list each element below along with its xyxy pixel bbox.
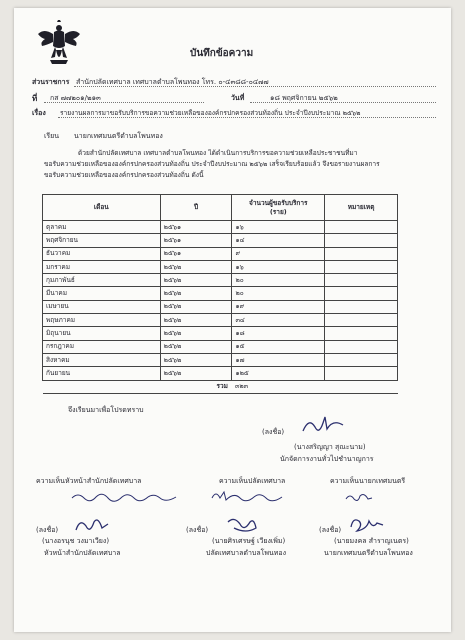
table-row: [43, 327, 398, 340]
cell-year: ๒๕๖๒: [160, 274, 232, 287]
cell-month: กุมภาพันธ์: [43, 274, 161, 287]
ref-label: ที่: [32, 94, 38, 103]
table-row: [43, 300, 398, 313]
cell-note: [325, 340, 398, 353]
cell-month: มกราคม: [43, 260, 161, 273]
opinion-2-position: ปลัดเทศบาลตำบลโพนทอง: [206, 549, 286, 557]
total-label: รวม: [43, 380, 232, 393]
cell-note: [325, 234, 398, 247]
subject-value: รายงานผลการมาขอรับบริการขอความช่วยเหลือขององค์กรปกครองส่วนท้องถิ่น ประจำปีงบประมาณ ๒๕๖๒: [60, 109, 361, 117]
cell-year: ๒๕๖๒: [160, 260, 232, 273]
table-row: [43, 221, 398, 234]
cell-year: ๒๕๖๑: [160, 234, 232, 247]
header-count-line2: (ราย): [269, 207, 287, 216]
cell-note: [325, 367, 398, 380]
cell-month: กรกฎาคม: [43, 340, 161, 353]
cell-note: [325, 260, 398, 273]
opinion-2-handwriting: [210, 488, 286, 508]
garuda-emblem-icon: [36, 20, 82, 70]
cell-year: ๒๕๖๒: [160, 367, 232, 380]
signer-name: (นางสริญญา สุณะนาม): [294, 443, 366, 451]
table-row: [43, 367, 398, 380]
cell-year: ๒๕๖๒: [160, 314, 232, 327]
signer-signature: [299, 413, 349, 441]
agency-label: ส่วนราชการ: [32, 78, 70, 86]
table-total-row: [43, 380, 398, 393]
cell-count: ๑๖: [232, 260, 325, 273]
opinion-1-name: (นางอรนุช วงมาเวียง): [42, 537, 110, 545]
opinion-3-title: ความเห็นนายกเทศมนตรี: [330, 477, 406, 485]
subject-underline: [58, 117, 436, 118]
cell-count: ๒๐: [232, 287, 325, 300]
cell-year: ๒๕๖๑: [160, 221, 232, 234]
cell-month: มีนาคม: [43, 287, 161, 300]
cell-year: ๒๕๖๑: [160, 247, 232, 260]
opinion-1-sign-label: (ลงชื่อ): [36, 526, 59, 534]
cell-count: ๑๖: [232, 221, 325, 234]
salutation-label: เรียน: [44, 132, 60, 140]
agency-underline: [74, 86, 436, 87]
opinion-1-handwriting: [70, 488, 180, 508]
cell-year: ๒๕๖๒: [160, 353, 232, 366]
cell-month: สิงหาคม: [43, 353, 161, 366]
body-line-1: ด้วยสำนักปลัดเทศบาล เทศบาลตำบลโพนทอง ได้ดำเนินการบริการขอความช่วยเหลือประชาชนที่มา: [78, 149, 358, 157]
cell-year: ๒๕๖๒: [160, 340, 232, 353]
opinion-1-title: ความเห็นหัวหน้าสำนักปลัดเทศบาล: [36, 477, 142, 485]
header-count: [232, 195, 325, 221]
table-header-row: [43, 195, 398, 221]
cell-note: [325, 353, 398, 366]
header-year: ปี: [160, 195, 232, 221]
date-value: ๑๘ พฤศจิกายน ๒๕๖๒: [270, 94, 338, 102]
opinion-2-sign-label: (ลงชื่อ): [186, 526, 209, 534]
memo-page: [14, 8, 451, 632]
opinion-2-name: (นายศิรเศรษฐ์ เวียงเพิ่ม): [212, 537, 286, 545]
cell-note: [325, 314, 398, 327]
signer-position: นักจัดการงานทั่วไปชำนาญการ: [280, 455, 374, 463]
total-value: ๓๒๓: [232, 380, 325, 393]
cell-year: ๒๕๖๒: [160, 287, 232, 300]
cell-month: ตุลาคม: [43, 221, 161, 234]
cell-year: ๒๕๖๒: [160, 327, 232, 340]
body-line-2: ขอรับความช่วยเหลือขององค์กรปกครองส่วนท้องถิ่น ประจำปีงบประมาณ ๒๕๖๒ เสร็จเรียบร้อยแล้ว จึงขอรายงานผลการ: [44, 160, 380, 168]
cell-month: ธันวาคม: [43, 247, 161, 260]
cell-month: พฤศจิกายน: [43, 234, 161, 247]
table-row: [43, 260, 398, 273]
cell-count: ๒๐: [232, 274, 325, 287]
table-row: [43, 234, 398, 247]
subject-label: เรื่อง: [32, 109, 46, 117]
header-note: หมายเหตุ: [325, 195, 398, 221]
opinion-1-position: หัวหน้าสำนักปลัดเทศบาล: [44, 549, 121, 557]
cell-note: [325, 327, 398, 340]
table-row: [43, 353, 398, 366]
cell-count: ๑๔: [232, 234, 325, 247]
opinion-2-title: ความเห็นปลัดเทศบาล: [219, 477, 286, 485]
header-count-line1: จำนวนผู้ขอรับบริการ: [249, 198, 308, 207]
cell-count: ๑๒๕: [232, 367, 325, 380]
table-row: [43, 340, 398, 353]
opinion-3-position: นายกเทศมนตรีตำบลโพนทอง: [324, 549, 413, 557]
ref-value: กส ๗๗๒๐๑/๒๑๓: [50, 94, 101, 102]
service-table: [42, 194, 398, 394]
agency-value: สำนักปลัดเทศบาล เทศบาลตำบลโพนทอง โทร. ๐-๔๓๘๘-๐๔๗๗: [76, 78, 269, 86]
ref-underline: [44, 102, 204, 103]
total-note: [325, 380, 398, 393]
memo-title: บันทึกข้อความ: [190, 48, 254, 59]
opinion-3-handwriting: [344, 489, 374, 508]
table-row: [43, 247, 398, 260]
opinion-3-name: (นายมงคล สำราญเนตร): [334, 537, 409, 545]
cell-count: ๑๗: [232, 353, 325, 366]
cell-count: ๑๕: [232, 340, 325, 353]
cell-note: [325, 300, 398, 313]
cell-count: ๙: [232, 247, 325, 260]
cell-month: เมษายน: [43, 300, 161, 313]
cell-count: ๑๙: [232, 300, 325, 313]
cell-note: [325, 221, 398, 234]
signer-sign-label: (ลงชื่อ): [262, 428, 285, 436]
cell-count: ๑๘: [232, 327, 325, 340]
cell-month: กันยายน: [43, 367, 161, 380]
salutation-value: นายกเทศมนตรีตำบลโพนทอง: [74, 132, 163, 140]
cell-count: ๓๔: [232, 314, 325, 327]
cell-month: พฤษภาคม: [43, 314, 161, 327]
cell-month: มิถุนายน: [43, 327, 161, 340]
body-line-3: ขอรับความช่วยเหลือขององค์กรปกครองส่วนท้องถิ่น ดังนี้: [44, 171, 204, 179]
cell-note: [325, 287, 398, 300]
table-row: [43, 274, 398, 287]
table-row: [43, 314, 398, 327]
cell-note: [325, 247, 398, 260]
date-label: วันที่: [231, 94, 245, 102]
cell-note: [325, 274, 398, 287]
opinion-3-sign-label: (ลงชื่อ): [319, 526, 342, 534]
closing-text: จึงเรียนมาเพื่อโปรดทราบ: [68, 406, 144, 414]
header-month: เดือน: [43, 195, 161, 221]
date-underline: [250, 102, 436, 103]
cell-year: ๒๕๖๒: [160, 300, 232, 313]
table-row: [43, 287, 398, 300]
